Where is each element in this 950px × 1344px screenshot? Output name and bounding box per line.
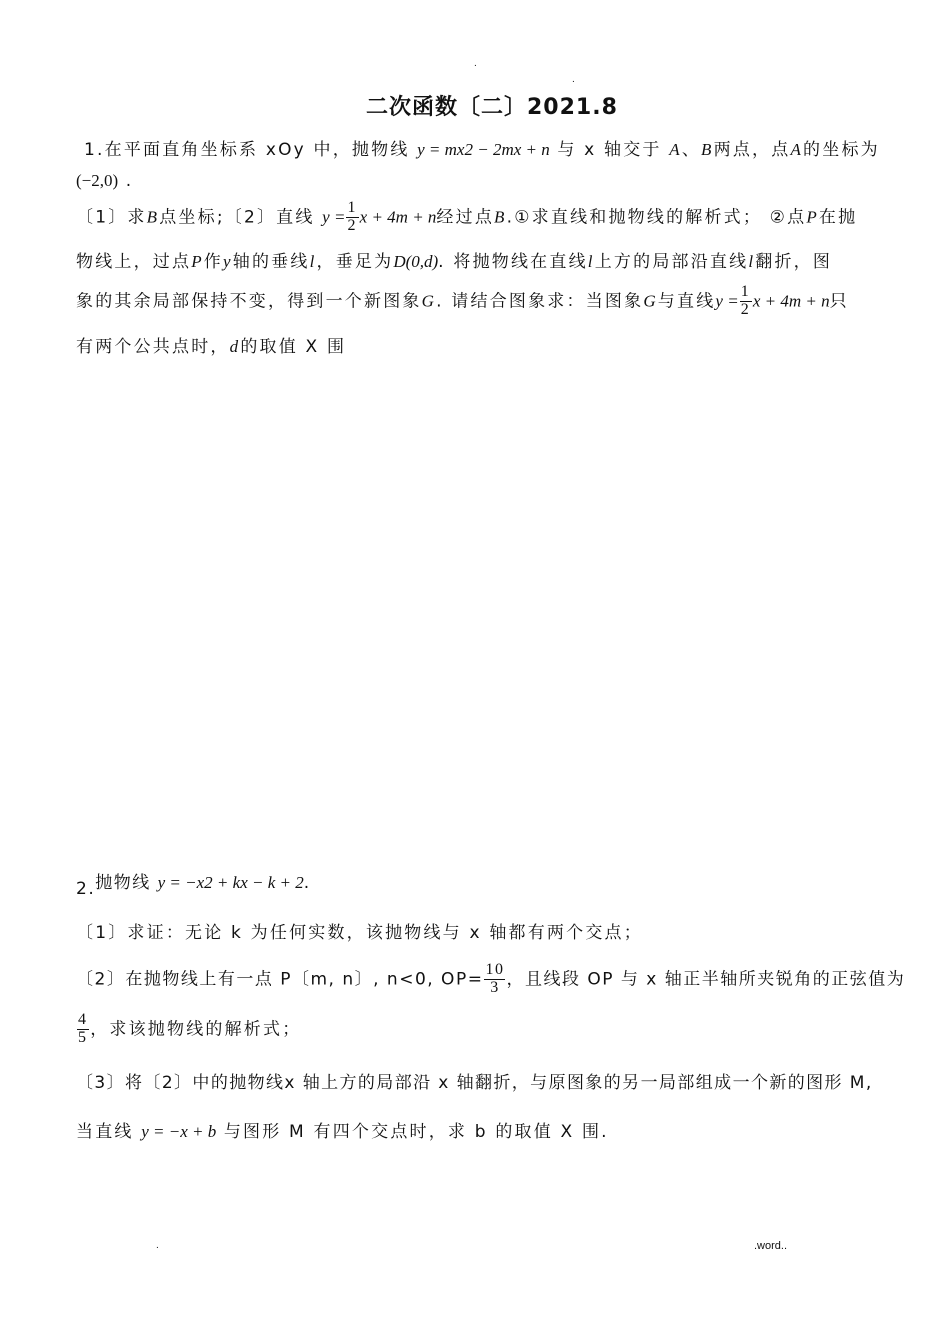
fraction-denominator: 3 xyxy=(490,978,500,996)
q2-text: ，求该抛物线的解析式； xyxy=(90,1019,302,1040)
q2-parabola-formula: y = −x2 + kx − k + 2 xyxy=(157,873,304,892)
line-l: l xyxy=(748,252,756,271)
q2-text: 与图形 M 有四个交点时，求 b 的取值 X 围. xyxy=(223,1122,609,1142)
point-p: P xyxy=(191,252,204,271)
point-b: B xyxy=(494,207,507,227)
q1-text: 经过点 xyxy=(436,207,495,228)
q1-text: 上方的局部沿直线 xyxy=(594,252,749,272)
fraction-numerator: 4 xyxy=(78,1011,89,1028)
q2-line-5: 〔3〕将〔2〕中的抛物线x 轴上方的局部沿 x 轴翻折，与原图象的另一局部组成一个新的图形 M, xyxy=(76,1073,873,1093)
q2-line-3 xyxy=(76,962,905,997)
q1-parabola-formula: y = mx2 − 2mx + n xyxy=(417,140,550,159)
variable-d: d xyxy=(229,337,241,356)
fraction-numerator: 10 xyxy=(485,961,505,978)
fraction-one-half xyxy=(346,200,358,235)
fraction-ten-thirds xyxy=(484,962,505,997)
q2-line-6 xyxy=(76,1117,609,1142)
q1-text: 与 x 轴交于 xyxy=(557,140,662,160)
line-l: l xyxy=(587,252,595,271)
q1-text: 点坐标;〔2〕直线 xyxy=(159,207,315,228)
q1-text: 象的其余局部保持不变，得到一个新图象 xyxy=(76,291,422,312)
q2-text: . xyxy=(303,873,311,893)
q1-text: ，垂足为 xyxy=(316,252,394,272)
q2-text: 抛物线 xyxy=(95,873,151,893)
fraction-four-fifths xyxy=(77,1012,89,1047)
line-formula-rest: x + 4m + n xyxy=(359,207,437,227)
line-formula-rest: x + 4m + n xyxy=(752,291,830,311)
footer-word-mark: .word.. xyxy=(754,1240,788,1252)
graph-g: G xyxy=(421,291,437,311)
q1-text: . xyxy=(125,171,134,191)
q1-text: . 将抛物线在直线 xyxy=(438,252,588,272)
page-title: 二次函数〔二〕2021.8 xyxy=(366,95,618,120)
point-p: P xyxy=(806,207,819,227)
fraction-one-half xyxy=(740,284,752,319)
q2-line-formula: y = −x + b xyxy=(141,1122,217,1141)
point-b: B xyxy=(701,140,714,159)
q2-number: 2. xyxy=(76,879,96,899)
q1-text: 轴的垂线 xyxy=(232,252,310,272)
graph-g: G xyxy=(643,291,658,311)
q1-text: . 请结合图象求：当图象 xyxy=(436,291,644,312)
q1-text: 翻折，图 xyxy=(755,252,833,272)
q1-line-3 xyxy=(76,200,857,235)
q1-text: 两点，点 xyxy=(713,140,791,160)
q1-text: 、 xyxy=(681,140,702,160)
q1-line-4 xyxy=(76,247,832,272)
q2-text: 当直线 xyxy=(76,1122,134,1142)
q1-line-6 xyxy=(76,332,346,357)
q1-text: 的坐标为 xyxy=(803,140,880,160)
q1-text: 物线上，过点 xyxy=(76,252,192,272)
point-d: D(0,d) xyxy=(393,252,439,271)
q2-line-4 xyxy=(76,1012,301,1047)
stray-mark: . xyxy=(474,58,477,69)
line-formula-y: y = xyxy=(715,291,739,311)
footer-mark: . xyxy=(156,1240,159,1251)
point-a-coords: (−2,0) xyxy=(76,171,119,190)
q1-text: 的取值 X 围 xyxy=(240,337,347,357)
point-a: A xyxy=(790,140,804,159)
q1-text: 作 xyxy=(203,252,223,272)
stray-mark: . xyxy=(572,74,575,85)
q1-line-1 xyxy=(84,135,880,160)
q1-line-5 xyxy=(76,284,849,319)
fraction-numerator: 1 xyxy=(740,283,751,300)
q2-line-1 xyxy=(76,868,311,899)
line-formula-y: y = xyxy=(322,207,346,227)
point-b: B xyxy=(146,207,160,227)
q1-text: .①求直线和抛物线的解析式； ②点 xyxy=(506,207,807,228)
q1-text: 在抛 xyxy=(818,207,858,228)
q1-line-2 xyxy=(76,171,133,191)
point-a: A xyxy=(669,140,682,159)
q1-text: 有两个公共点时， xyxy=(76,337,230,357)
fraction-denominator: 2 xyxy=(740,300,751,318)
q1-text: 与直线 xyxy=(657,291,716,312)
q2-text: ，且线段 OP 与 x 轴正半轴所夹锐角的正弦值为 xyxy=(506,969,906,990)
q1-text: 1.在平面直角坐标系 xOy 中，抛物线 xyxy=(84,140,410,160)
q2-line-2: 〔1〕求证：无论 k 为任何实数，该抛物线与 x 轴都有两个交点； xyxy=(76,923,643,943)
line-l: l xyxy=(309,252,317,271)
q1-text: 〔1〕求 xyxy=(76,207,147,228)
axis-y: y xyxy=(223,252,233,271)
q1-text: 只 xyxy=(829,291,849,312)
fraction-denominator: 5 xyxy=(78,1028,89,1046)
fraction-numerator: 1 xyxy=(347,199,358,216)
q2-text: 〔2〕在抛物线上有一点 P〔m, n〕, n<0, OP= xyxy=(76,969,484,990)
fraction-denominator: 2 xyxy=(347,216,358,234)
